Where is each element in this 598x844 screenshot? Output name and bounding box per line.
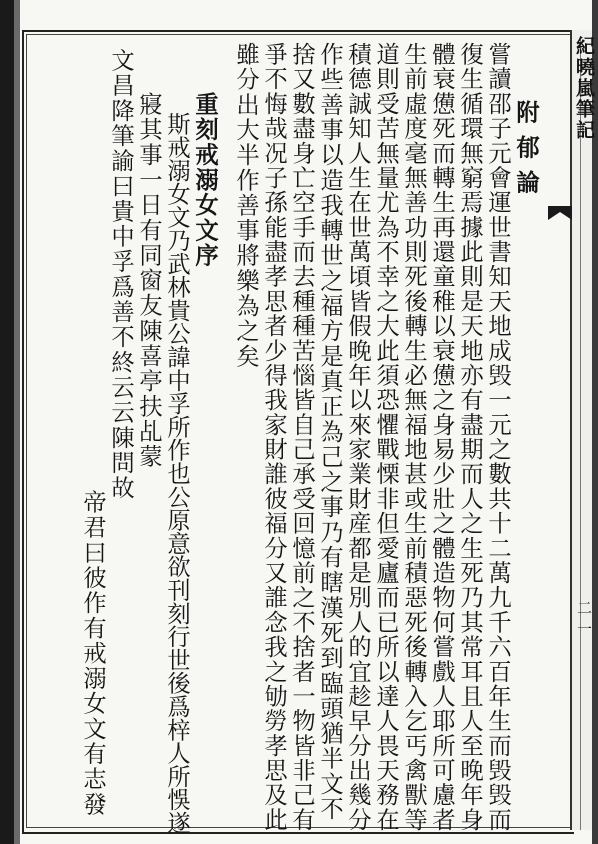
text-column: 嘗讀邵子元會運世書知天地成毁一元之數共十二萬九千六百年生而毁毁而	[484, 42, 511, 833]
text-column: 生前虛度毫無善功則死後轉生必無福地甚或生前積惡死後轉入乞丐禽獸等	[400, 42, 427, 833]
text-column: 積德誠知人生在世萬頃皆假晚年以來家業財産都是別人的宜趁早分出幾分	[344, 42, 371, 833]
text-column: 文昌降筆諭曰貴中孚爲善不終云云陳問故	[107, 48, 134, 501]
text-column: 復生循環無窮焉據此則是天地亦有盡期而人之生死乃其常耳且人至晚年身	[456, 42, 483, 833]
centre-fold-title: 紀曉嵐筆記	[573, 36, 595, 141]
text-column: 斯戒溺女文乃武林貴公諱中孚所作也公原意欲刊刻行世後爲梓人所悞遂	[163, 112, 190, 835]
centre-page-number: 二一	[575, 600, 593, 642]
text-column: 雖分出大半作善事將樂為之矣	[232, 42, 259, 369]
text-column: 爭不悔哉况子孫能盡孝思者少得我家財誰彼福分又誰念我之劬勞孝思及此	[260, 42, 287, 833]
section-heading-column: 重刻戒溺女文序	[191, 92, 218, 269]
text-column: 寢其事一日有同窗友陳喜亭扶乩蒙	[135, 92, 162, 470]
text-column: 作些善事以造我轉世之福方是真正為己之事乃有瞎漢死到臨頭猶半文不	[316, 42, 343, 822]
text-column: 體衰憊死而轉生再還童稚以衰憊之身易少壯之體造物何嘗戲人耶所可慮者	[428, 42, 455, 833]
centre-fold-line	[570, 30, 572, 830]
section-heading-column: 附 郁 論	[512, 100, 539, 196]
scan-border-left-shadow	[14, 0, 20, 844]
text-column: 道則受苦無量尤為不幸之大此須恐懼戰慄非但愛廬而已所以達人畏天務在	[372, 42, 399, 833]
centre-fold-panel	[572, 30, 592, 830]
scan-border-left	[0, 0, 14, 844]
text-column: 帝君曰彼作有戒溺女文有志發	[79, 490, 106, 817]
text-column: 捨又數盡身亡空手而去種種苦惱皆自己承受回憶前之不捨者一物皆非己有	[288, 42, 315, 833]
fish-tail-ornament-icon	[548, 206, 572, 220]
centre-fold-line-inner	[580, 40, 581, 830]
